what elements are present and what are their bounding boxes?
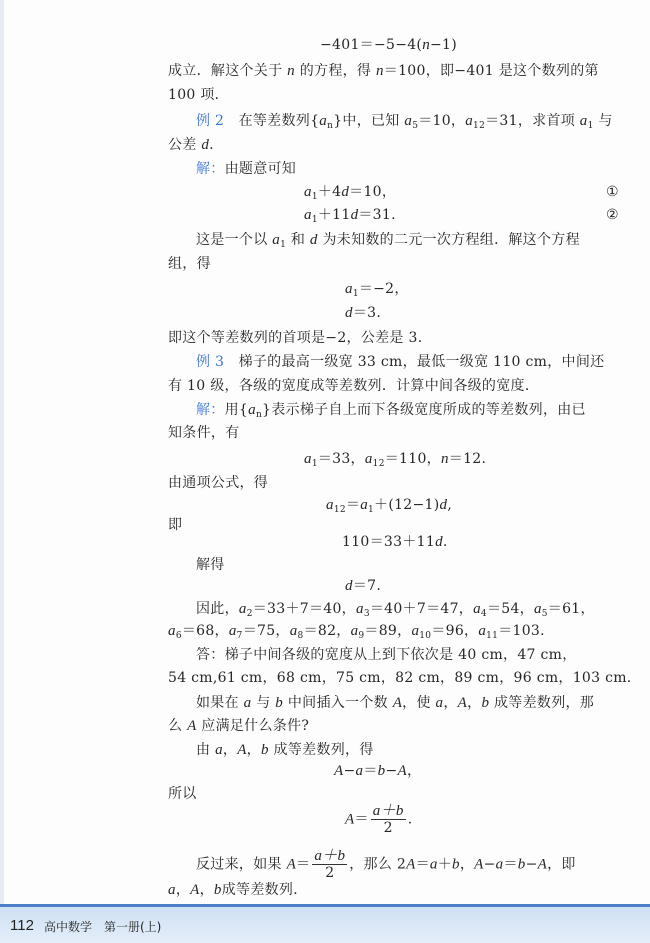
text-run: ＝96，	[431, 623, 479, 639]
text-run: 用{	[224, 402, 249, 418]
text-line	[168, 668, 632, 688]
math-variable: a	[319, 113, 328, 129]
text-run: ＋4	[317, 184, 342, 200]
example-label: 解：	[196, 402, 225, 418]
text-run: 应满足什么条件?	[196, 718, 310, 734]
text-line	[196, 400, 620, 425]
text-line	[304, 182, 396, 207]
math-variable: A	[334, 763, 344, 779]
text-line	[196, 352, 620, 372]
text-run: ＝	[354, 811, 369, 828]
math-variable: A	[397, 763, 407, 779]
text-line	[304, 205, 396, 230]
text-run: 由题意可知	[224, 161, 297, 177]
text-run: 成等差数列．	[221, 882, 308, 898]
text-run: ，那么 2	[349, 856, 407, 873]
text-run: 知条件，有	[168, 425, 240, 441]
math-variable: a	[404, 113, 413, 129]
text-line	[168, 376, 620, 396]
subscript: n	[255, 410, 263, 420]
example-label: 例 2	[196, 113, 225, 129]
text-line	[196, 740, 620, 760]
fraction-numerator: a＋b	[372, 803, 404, 819]
math-variable: A	[237, 742, 247, 758]
text-run: 由通项公式，得	[168, 475, 269, 491]
text-line	[196, 159, 620, 179]
text-run: ＝75，	[242, 623, 290, 639]
text-run: ＝33＋7＝40，	[252, 601, 356, 617]
text-run: ＝	[415, 856, 430, 873]
text-run: }表示梯子自上而下各级宽度所成的等差数列，由已	[262, 402, 586, 418]
subscript: 2	[246, 609, 253, 619]
math-variable: a	[364, 451, 373, 467]
subscript: 9	[358, 631, 365, 641]
text-run: ＝10，	[349, 184, 397, 200]
text-run: 因此，	[196, 601, 239, 617]
text-run: ＝12.	[448, 451, 487, 467]
subscript: 5	[541, 609, 548, 619]
text-line	[168, 621, 620, 646]
text-run: ＝103.	[498, 623, 545, 639]
text-run: ,	[447, 497, 453, 513]
math-variable: n	[287, 63, 295, 79]
text-run: ，	[443, 695, 458, 711]
text-run: ＋(12−1)	[374, 497, 440, 513]
text-run: 与	[251, 695, 276, 711]
math-variable: b	[275, 695, 284, 711]
math-variable: a	[168, 882, 176, 898]
text-run: −401＝−5−4(	[320, 37, 423, 53]
text-line	[168, 328, 620, 348]
text-line	[168, 423, 620, 443]
subscript: n	[327, 121, 334, 131]
text-run: 由	[196, 742, 216, 758]
math-variable: b	[260, 742, 269, 758]
math-variable: a	[272, 232, 281, 248]
math-variable: a	[435, 695, 444, 711]
subscript: 12	[372, 459, 385, 469]
text-run: }中，已知	[333, 113, 405, 129]
subscript: 4	[480, 609, 487, 619]
math-variable: a	[345, 281, 353, 297]
text-run: ，使	[402, 695, 436, 711]
math-variable: A	[345, 811, 355, 828]
fraction	[312, 848, 347, 881]
math-variable: d	[350, 207, 359, 223]
math-variable: a	[495, 856, 504, 873]
text-run: ＝−2，	[358, 281, 409, 297]
math-variable: a	[360, 497, 368, 513]
fraction-denominator: 2	[325, 865, 335, 881]
text-run: ＝82，	[303, 623, 351, 639]
subscript: 1	[311, 192, 318, 202]
math-variable: a	[168, 623, 176, 639]
text-run: 和	[286, 232, 310, 248]
text-line	[196, 230, 620, 255]
subscript: 5	[412, 121, 419, 131]
text-run: .	[442, 534, 448, 550]
text-line	[196, 111, 620, 136]
text-run: 么	[168, 718, 188, 734]
text-line	[168, 61, 620, 81]
text-run: .	[209, 137, 214, 153]
text-run: 为未知数的二元一次方程组．解这个方程	[317, 232, 580, 248]
text-line	[304, 449, 486, 474]
text-line	[168, 473, 620, 493]
math-variable: a	[355, 763, 364, 779]
page-number: 112	[10, 917, 34, 934]
text-run: ，	[467, 695, 482, 711]
text-run: 公差	[168, 137, 202, 153]
text-run: 成立．解这个关于	[168, 63, 288, 79]
text-run: 所以	[168, 786, 197, 802]
text-run: ，	[222, 742, 238, 758]
text-line	[196, 848, 620, 881]
subscript: 1	[352, 289, 359, 299]
text-line	[168, 85, 620, 105]
text-run: ＝61，	[547, 601, 595, 617]
fraction-denominator: 2	[383, 820, 393, 836]
math-variable: A	[474, 856, 484, 873]
text-run: ＝54，	[486, 601, 534, 617]
page-footer	[0, 904, 650, 943]
text-run: ＝3.	[352, 305, 382, 321]
text-line	[345, 576, 381, 596]
text-line	[196, 645, 620, 665]
subscript: 11	[486, 631, 499, 641]
fraction	[371, 803, 406, 836]
math-variable: b	[452, 856, 460, 873]
text-run: −	[343, 763, 356, 779]
text-run: ，即	[547, 856, 576, 873]
text-run: 中间插入一个数	[283, 695, 393, 711]
text-run: ，	[459, 856, 475, 873]
text-line	[342, 532, 448, 552]
subscript: 8	[297, 631, 304, 641]
text-run: 组，得	[168, 256, 211, 272]
text-run: .	[407, 811, 413, 828]
math-variable: A	[406, 856, 416, 873]
text-line	[320, 35, 457, 55]
math-variable: a	[215, 742, 223, 758]
text-run: 与	[593, 113, 613, 129]
text-run: 这是一个以	[196, 232, 273, 248]
math-variable: a	[243, 695, 252, 711]
math-variable: a	[579, 113, 588, 129]
book-title: 高中数学 第一册(上)	[44, 920, 162, 934]
text-line	[168, 784, 620, 804]
subscript: 1	[311, 459, 318, 469]
math-variable: a	[478, 623, 487, 639]
text-run: 答：梯子中间各级的宽度从上到下依次是 40 cm，47 cm，	[196, 647, 577, 663]
text-run: −	[483, 856, 496, 873]
text-run: ＝	[503, 856, 518, 873]
subscript: 3	[363, 609, 370, 619]
math-variable: a	[411, 623, 420, 639]
math-variable: d	[435, 534, 443, 550]
text-run: 100 项．	[168, 87, 229, 103]
math-variable: a	[473, 601, 481, 617]
text-run: ＝	[363, 763, 378, 779]
math-variable: a	[304, 207, 312, 223]
text-run: 有 10 级，各级的宽度成等差数列．计算中间各级的宽度．	[168, 378, 540, 394]
text-run: 110＝33＋11	[342, 534, 436, 550]
math-variable: a	[326, 497, 334, 513]
text-run: ＝7.	[352, 578, 382, 594]
math-variable: n	[375, 63, 384, 79]
text-line	[168, 135, 620, 155]
text-run: ＝31，求首项	[485, 113, 580, 129]
text-run: ＝33，	[317, 451, 365, 467]
text-run: 如果在	[196, 695, 244, 711]
example-label: 解：	[196, 161, 225, 177]
math-variable: A	[392, 695, 403, 711]
math-variable: b	[481, 695, 490, 711]
text-line	[168, 716, 620, 736]
text-run: ＋	[437, 856, 453, 873]
text-run: 梯子的最高一级宽 33 cm，最低一级宽 110 cm，中间还	[224, 354, 605, 370]
math-variable: a	[228, 623, 237, 639]
example-label: 例 3	[196, 354, 225, 370]
math-variable: a	[350, 623, 359, 639]
text-run: ，	[246, 742, 261, 758]
math-variable: d	[341, 184, 350, 200]
math-variable: a	[465, 113, 474, 129]
math-variable: d	[345, 305, 353, 321]
text-run: 的方程，得	[294, 63, 376, 79]
text-run: ＝10，	[418, 113, 466, 129]
math-variable: b	[517, 856, 526, 873]
subscript: 10	[419, 631, 432, 641]
math-variable: d	[439, 497, 448, 513]
math-variable: d	[201, 137, 210, 153]
math-variable: a	[304, 184, 312, 200]
math-variable: a	[533, 601, 542, 617]
text-run: ＝31.	[358, 207, 396, 223]
text-run: 成等差数列，那	[489, 695, 595, 711]
equation-number: ①	[606, 184, 619, 200]
text-line	[168, 880, 620, 900]
subscript: 1	[368, 505, 375, 515]
math-variable: A	[286, 856, 297, 873]
text-run: 即	[168, 517, 183, 533]
text-run: ，	[199, 882, 214, 898]
math-variable: A	[187, 718, 197, 734]
text-run: ＝	[296, 856, 311, 873]
text-line	[168, 254, 620, 274]
math-variable: a	[429, 856, 438, 873]
subscript: 1	[280, 240, 287, 250]
text-line	[334, 761, 421, 781]
text-run: ＝110，	[384, 451, 441, 467]
math-variable: n	[440, 451, 449, 467]
math-variable: a	[248, 402, 256, 418]
text-run: ＝100，即−401 是这个数列的第	[383, 63, 599, 79]
math-variable: A	[537, 856, 548, 873]
text-run: 反过来，如果	[196, 856, 287, 873]
text-run: ，	[406, 763, 422, 779]
text-run: ＝89，	[364, 623, 412, 639]
math-variable: b	[213, 882, 222, 898]
text-line	[196, 555, 620, 575]
text-run: ＝	[345, 497, 361, 513]
subscript: 12	[333, 505, 346, 515]
math-variable: n	[422, 37, 431, 53]
text-run: 即这个等差数列的首项是−2，公差是 3.	[168, 330, 423, 346]
subscript: 1	[311, 215, 318, 225]
text-run: ，	[175, 882, 191, 898]
equation-number: ②	[606, 207, 619, 223]
text-run: 成等差数列，得	[268, 742, 374, 758]
text-run: ＝68，	[181, 623, 229, 639]
subscript: 6	[175, 631, 182, 641]
text-line	[345, 279, 409, 304]
math-variable: a	[356, 601, 364, 617]
math-variable: d	[345, 578, 353, 594]
text-line	[345, 803, 412, 836]
text-run: −	[525, 856, 538, 873]
text-run: 54 cm,61 cm，68 cm，75 cm，82 cm，89 cm，96 cm，103 cm.	[168, 670, 632, 686]
math-variable: A	[457, 695, 468, 711]
text-run: 解得	[196, 557, 225, 573]
math-variable: A	[190, 882, 200, 898]
math-variable: b	[377, 763, 386, 779]
text-line	[345, 303, 381, 323]
math-variable: d	[309, 232, 318, 248]
text-run: −	[385, 763, 398, 779]
math-variable: a	[289, 623, 298, 639]
math-variable: a	[304, 451, 312, 467]
subscript: 12	[473, 121, 486, 131]
text-run: ＋11	[317, 207, 351, 223]
math-variable: a	[238, 601, 247, 617]
text-line	[196, 693, 620, 713]
fraction-numerator: a＋b	[314, 848, 346, 864]
text-run: ＝40＋7＝47，	[369, 601, 474, 617]
text-run: 在等差数列{	[224, 113, 320, 129]
subscript: 7	[236, 631, 243, 641]
text-run: −1)	[430, 37, 458, 53]
subscript: 1	[587, 121, 594, 131]
